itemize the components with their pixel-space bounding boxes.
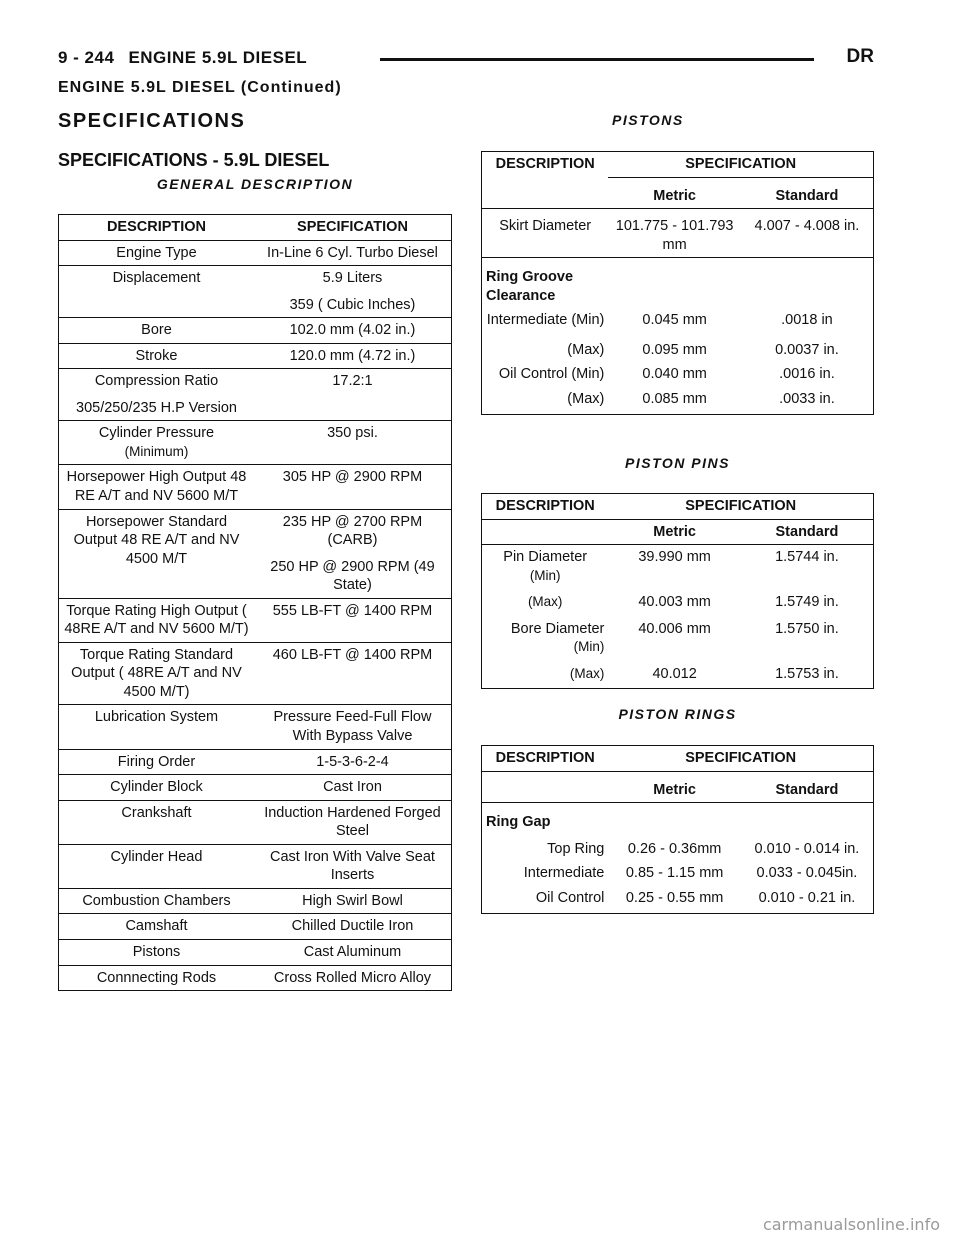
row-standard: 1.5744 in. — [741, 545, 874, 589]
row-desc: (Max) — [567, 390, 605, 407]
row-desc — [482, 615, 609, 660]
section-title: SPECIFICATIONS — [58, 110, 246, 132]
general-caption: GENERAL DESCRIPTION — [156, 176, 354, 192]
col-specification-header: SPECIFICATION — [685, 156, 797, 172]
row-desc: Oil Control — [535, 889, 605, 906]
row-metric: 40.012 — [652, 665, 697, 682]
watermark: carmanualsonline.info — [762, 1215, 940, 1234]
row-spec: 350 psi. — [254, 421, 452, 465]
table-row — [482, 861, 874, 886]
col-standard-header: Standard — [741, 771, 874, 803]
table-row — [59, 598, 452, 642]
row-desc: Engine Type — [59, 240, 254, 266]
row-desc: Intermediate — [523, 865, 605, 882]
row-desc: Displacement — [59, 266, 254, 318]
row-spec: Pressure Feed-Full Flow With Bypass Valve — [254, 705, 452, 749]
row-spec: 120.0 mm (4.72 in.) — [254, 343, 452, 369]
row-desc: Lubrication System — [59, 705, 254, 749]
row-spec: 305 HP @ 2900 RPM — [254, 465, 452, 509]
piston-pins-caption: PISTON PINS — [625, 455, 730, 471]
table-row — [59, 775, 452, 801]
header-rule — [380, 58, 814, 61]
row-standard: 4.007 - 4.008 in. — [741, 209, 874, 258]
empty-cell — [741, 803, 874, 835]
row-desc: Skirt Diameter — [482, 209, 609, 258]
table-row — [59, 642, 452, 705]
row-metric: 0.085 mm — [642, 390, 707, 407]
table-row — [482, 209, 874, 258]
row-standard: 1.5753 in. — [775, 665, 839, 682]
table-subheader-row — [482, 771, 874, 803]
row-standard: .0033 in. — [779, 390, 835, 407]
row-spec: Cast Iron With Valve Seat Inserts — [254, 844, 452, 888]
table-row — [59, 465, 452, 509]
empty-cell — [741, 258, 874, 309]
table-row — [482, 803, 874, 835]
row-spec: 555 LB-FT @ 1400 RPM — [254, 598, 452, 642]
table-row — [482, 387, 874, 415]
row-spec — [254, 266, 452, 318]
row-standard: .0016 in. — [779, 366, 835, 383]
row-desc: Firing Order — [59, 749, 254, 775]
row-desc: (Max) — [527, 594, 563, 610]
table-row — [482, 886, 874, 914]
row-spec: 460 LB-FT @ 1400 RPM — [254, 642, 452, 705]
row-desc: (Max) — [569, 665, 605, 681]
table-row — [482, 258, 874, 309]
table-row — [59, 800, 452, 844]
piston-rings-table — [481, 745, 874, 914]
row-desc: Camshaft — [59, 914, 254, 940]
table-header-row — [482, 746, 874, 772]
row-desc: Crankshaft — [59, 800, 254, 844]
row-standard: 0.033 - 0.045in. — [756, 865, 858, 882]
empty-cell — [608, 803, 741, 835]
row-desc — [59, 421, 254, 465]
pistons-table — [481, 151, 874, 415]
row-standard: 0.0037 in. — [775, 341, 839, 358]
col-standard-header: Standard — [741, 177, 874, 209]
table-subheader-row — [482, 177, 874, 209]
table-subheader-row — [482, 519, 874, 545]
row-desc: Torque Rating Standard Output ( 48RE A/T and NV 4500 M/T) — [59, 642, 254, 705]
row-desc — [59, 369, 254, 421]
table-row — [59, 369, 452, 421]
desc-note: (Min) — [573, 639, 605, 655]
row-desc: (Max) — [567, 341, 605, 358]
piston-rings-caption: PISTON RINGS — [618, 706, 737, 722]
table-row — [59, 240, 452, 266]
table-row — [482, 835, 874, 862]
table-row — [59, 421, 452, 465]
col-specification-header: SPECIFICATION — [685, 750, 797, 766]
desc-line: 305/250/235 H.P Version — [76, 399, 237, 416]
row-desc: Top Ring — [547, 840, 605, 857]
row-desc: Oil Control (Min) — [498, 366, 605, 383]
col-standard-header: Standard — [741, 519, 874, 545]
spec-line: 250 HP @ 2900 RPM (49 State) — [270, 558, 435, 594]
continued-heading: ENGINE 5.9L DIESEL (Continued) — [58, 79, 342, 96]
table-row — [59, 914, 452, 940]
row-desc: Pistons — [59, 939, 254, 965]
table-header-row — [59, 215, 452, 241]
header-left — [58, 48, 307, 68]
row-metric: 0.25 - 0.55 mm — [625, 889, 724, 906]
row-spec: Cross Rolled Micro Alloy — [254, 965, 452, 991]
row-spec: Cast Aluminum — [254, 939, 452, 965]
row-standard: 1.5749 in. — [775, 594, 839, 611]
row-desc: Cylinder Head — [59, 844, 254, 888]
subsection-title: SPECIFICATIONS - 5.9L DIESEL — [58, 150, 330, 170]
row-desc: Combustion Chambers — [59, 888, 254, 914]
row-metric: 0.85 - 1.15 mm — [625, 865, 724, 882]
row-spec: In-Line 6 Cyl. Turbo Diesel — [254, 240, 452, 266]
row-desc: Torque Rating High Output ( 48RE A/T and NV 5600 M/T) — [59, 598, 254, 642]
row-desc: Connnecting Rods — [59, 965, 254, 991]
general-description-table — [58, 214, 452, 991]
row-spec — [254, 509, 452, 598]
desc-line: Compression Ratio — [94, 373, 219, 390]
header-title: ENGINE 5.9L DIESEL — [128, 48, 308, 67]
table-row — [59, 318, 452, 344]
table-row — [59, 266, 452, 318]
empty-cell — [482, 771, 609, 803]
col-specification-header: SPECIFICATION — [685, 498, 797, 514]
col-specification-header: SPECIFICATION — [297, 219, 408, 235]
table-row — [482, 588, 874, 615]
row-metric: 0.26 - 0.36mm — [627, 840, 722, 857]
empty-cell — [482, 177, 609, 209]
col-description-header: DESCRIPTION — [495, 498, 595, 514]
desc-line: Cylinder Pressure — [98, 425, 215, 442]
table-row — [482, 308, 874, 333]
ring-gap-label: Ring Gap — [482, 803, 609, 835]
table-row — [59, 939, 452, 965]
page-number: 9 - 244 — [58, 48, 115, 67]
col-description-header: DESCRIPTION — [106, 219, 207, 235]
table-row — [59, 888, 452, 914]
row-metric: 101.775 - 101.793 mm — [608, 209, 741, 258]
model-code: DR — [846, 46, 874, 67]
row-metric: 0.040 mm — [642, 366, 707, 383]
col-metric-header: Metric — [608, 771, 741, 803]
row-spec: Chilled Ductile Iron — [254, 914, 452, 940]
empty-cell — [608, 258, 741, 309]
spec-line: 359 ( Cubic Inches) — [289, 296, 416, 313]
col-description-header: DESCRIPTION — [495, 156, 595, 172]
ring-groove-label: Ring Groove Clearance — [482, 258, 609, 309]
row-spec: 17.2:1 — [254, 369, 452, 421]
desc-line: Pin Diameter — [503, 549, 588, 566]
row-spec: Induction Hardened Forged Steel — [254, 800, 452, 844]
spec-line: 235 HP @ 2700 RPM (CARB) — [282, 513, 423, 549]
col-description-header: DESCRIPTION — [495, 750, 595, 766]
empty-cell — [482, 519, 609, 545]
spec-line: 5.9 Liters — [322, 270, 383, 287]
table-row — [59, 749, 452, 775]
col-metric-header: Metric — [608, 177, 741, 209]
table-row — [482, 362, 874, 387]
table-row — [59, 343, 452, 369]
row-metric: 0.045 mm — [642, 312, 707, 329]
row-spec: High Swirl Bowl — [254, 888, 452, 914]
table-row — [59, 705, 452, 749]
table-row — [59, 965, 452, 991]
row-desc: Bore — [59, 318, 254, 344]
row-metric: 0.095 mm — [642, 341, 707, 358]
piston-pins-table — [481, 493, 874, 689]
row-desc: Stroke — [59, 343, 254, 369]
row-metric: 40.003 mm — [638, 594, 711, 611]
table-header-row — [482, 152, 874, 178]
table-row — [482, 333, 874, 363]
row-standard: 1.5750 in. — [775, 620, 839, 637]
row-standard: 0.010 - 0.21 in. — [758, 889, 856, 906]
row-desc: Intermediate (Min) — [486, 312, 605, 329]
table-row — [482, 660, 874, 689]
row-spec: 1-5-3-6-2-4 — [254, 749, 452, 775]
row-standard: .0018 in — [781, 312, 833, 329]
desc-note: (Minimum) — [124, 443, 189, 459]
row-desc: Horsepower Standard Output 48 RE A/T and NV 4500 M/T — [59, 509, 254, 598]
table-header-row — [482, 494, 874, 520]
desc-note: (Min) — [529, 567, 561, 583]
page-header — [58, 46, 874, 76]
table-row — [482, 545, 874, 589]
row-desc: Horsepower High Output 48 RE A/T and NV 5600 M/T — [59, 465, 254, 509]
row-desc: Cylinder Block — [59, 775, 254, 801]
row-spec: 102.0 mm (4.02 in.) — [254, 318, 452, 344]
col-metric-header: Metric — [608, 519, 741, 545]
table-row — [59, 844, 452, 888]
table-row — [482, 615, 874, 660]
pistons-caption: PISTONS — [612, 112, 684, 128]
row-spec: Cast Iron — [254, 775, 452, 801]
row-standard: 0.010 - 0.014 in. — [754, 840, 860, 857]
row-metric: 39.990 mm — [608, 545, 741, 589]
desc-line: Bore Diameter — [510, 620, 605, 637]
row-desc — [482, 545, 609, 589]
table-row — [59, 509, 452, 598]
row-metric: 40.006 mm — [638, 620, 711, 637]
